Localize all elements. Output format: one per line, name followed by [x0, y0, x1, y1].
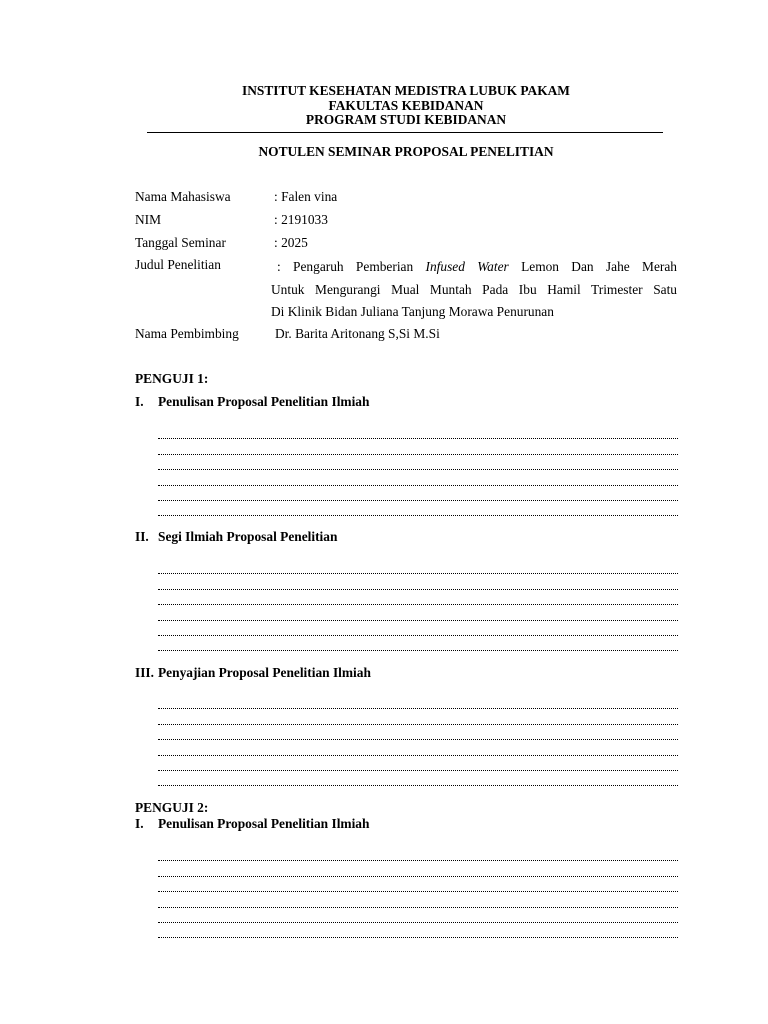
penguji-1-label: PENGUJI 1: — [135, 371, 209, 386]
notes-line[interactable] — [158, 725, 678, 740]
document-title: NOTULEN SEMINAR PROPOSAL PENELITIAN — [258, 144, 554, 159]
notes-line[interactable] — [158, 846, 678, 861]
nim-label: NIM — [135, 212, 162, 227]
judul-line-3: Di Klinik Bidan Juliana Tanjung Morawa Penurunan — [271, 304, 554, 319]
tanggal-seminar-label: Tanggal Seminar — [135, 235, 226, 250]
tanggal-seminar-value: : 2025 — [274, 235, 308, 250]
nama-mahasiswa-label: Nama Mahasiswa — [135, 189, 231, 204]
judul-line1-rest: Lemon Dan Jahe Merah — [508, 259, 677, 274]
section-title: Penulisan Proposal Penelitian Ilmiah — [158, 394, 370, 409]
notes-line[interactable] — [158, 424, 678, 439]
institution-header — [0, 84, 768, 128]
section-number: II. — [135, 529, 149, 544]
pembimbing-label: Nama Pembimbing — [135, 326, 239, 341]
section-title: Penulisan Proposal Penelitian Ilmiah — [158, 816, 370, 831]
notes-line[interactable] — [158, 590, 678, 605]
institute-name: INSTITUT KESEHATAN MEDISTRA LUBUK PAKAM — [242, 83, 570, 98]
notes-line[interactable] — [158, 908, 678, 923]
judul-prefix: : Pengaruh Pemberian — [277, 259, 426, 274]
section-number: I. — [135, 394, 144, 409]
judul-line-1 — [271, 256, 677, 279]
program-name: PROGRAM STUDI KEBIDANAN — [305, 112, 507, 127]
notes-line[interactable] — [158, 501, 678, 516]
section-number: III. — [135, 665, 154, 680]
section-title: Segi Ilmiah Proposal Penelitian — [158, 529, 338, 544]
notes-line[interactable] — [158, 636, 678, 651]
notes-line[interactable] — [158, 605, 678, 620]
notes-line[interactable] — [158, 756, 678, 771]
notes-line[interactable] — [158, 771, 678, 786]
pembimbing-value: Dr. Barita Aritonang S,Si M.Si — [275, 326, 440, 341]
judul-line-2: Untuk Mengurangi Mual Muntah Pada Ibu Hamil Trimester Satu — [271, 281, 677, 297]
judul-penelitian-value — [271, 256, 677, 324]
penguji-1-section-2-notes[interactable] — [158, 559, 678, 651]
notes-line[interactable] — [158, 923, 678, 938]
notes-line[interactable] — [158, 470, 678, 485]
notes-line[interactable] — [158, 877, 678, 892]
notes-line[interactable] — [158, 892, 678, 907]
penguji-1-section-1-notes[interactable] — [158, 424, 678, 516]
nim-value: : 2191033 — [274, 212, 328, 227]
notes-line[interactable] — [158, 439, 678, 454]
header-divider — [147, 132, 663, 133]
notes-line[interactable] — [158, 709, 678, 724]
judul-italic: Infused Water — [425, 259, 509, 274]
nama-mahasiswa-value: : Falen vina — [274, 189, 338, 204]
notes-line[interactable] — [158, 559, 678, 574]
notes-line[interactable] — [158, 486, 678, 501]
section-title: Penyajian Proposal Penelitian Ilmiah — [158, 665, 371, 680]
notes-line[interactable] — [158, 621, 678, 636]
faculty-name: FAKULTAS KEBIDANAN — [328, 97, 484, 113]
penguji-2-label: PENGUJI 2: — [135, 800, 209, 815]
notes-line[interactable] — [158, 455, 678, 470]
notes-line[interactable] — [158, 574, 678, 589]
penguji-2-section-1-notes[interactable] — [158, 846, 678, 938]
notes-line[interactable] — [158, 694, 678, 709]
section-number: I. — [135, 816, 144, 831]
notes-line[interactable] — [158, 740, 678, 755]
notes-line[interactable] — [158, 861, 678, 876]
judul-penelitian-label: Judul Penelitian — [135, 257, 221, 272]
penguji-1-section-3-notes[interactable] — [158, 694, 678, 786]
